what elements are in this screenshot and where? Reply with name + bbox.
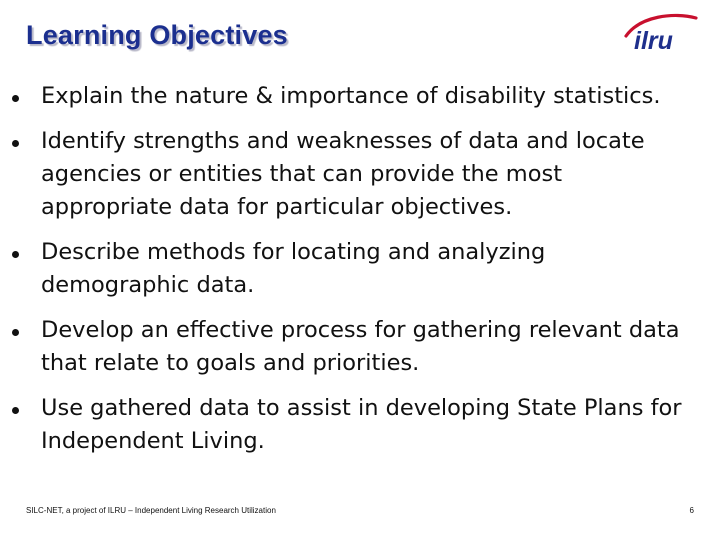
list-item xyxy=(0,80,720,113)
bullet-text: Describe methods for locating and analyzing demographic data. xyxy=(41,239,546,298)
ilru-logo xyxy=(622,10,700,54)
objectives-list xyxy=(0,80,720,470)
list-item xyxy=(0,392,720,458)
bullet-icon xyxy=(12,251,19,258)
bullet-icon xyxy=(12,329,19,336)
list-item xyxy=(0,236,720,302)
bullet-icon xyxy=(12,140,19,147)
footer-text: SILC-NET, a project of ILRU – Independent Living Research Utilization xyxy=(26,506,276,515)
bullet-text: Identify strengths and weaknesses of data and locate agencies or entities that can provide the most appropriate data for particular objectives. xyxy=(41,128,645,220)
list-item xyxy=(0,314,720,380)
list-item xyxy=(0,125,720,224)
bullet-text: Use gathered data to assist in developing State Plans for Independent Living. xyxy=(41,395,682,454)
slide-title: Learning Objectives xyxy=(26,20,288,50)
page-number: 6 xyxy=(689,506,694,515)
bullet-icon xyxy=(12,407,19,414)
bullet-icon xyxy=(12,95,19,102)
bullet-text: Develop an effective process for gathering relevant data that relate to goals and priorities. xyxy=(41,317,680,376)
bullet-text: Explain the nature & importance of disability statistics. xyxy=(41,83,661,109)
logo-text: ilru xyxy=(634,27,673,54)
